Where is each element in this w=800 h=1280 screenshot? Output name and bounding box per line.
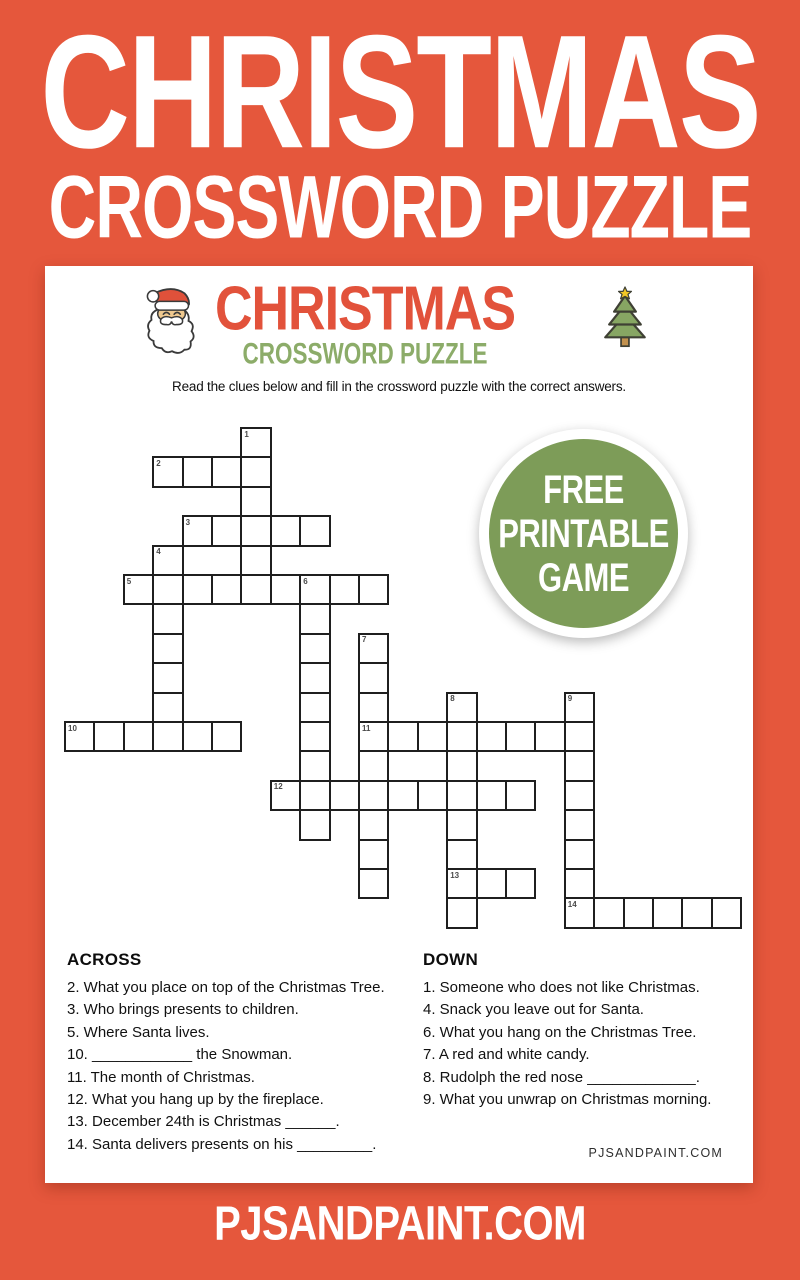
grid-cell[interactable] — [299, 750, 330, 781]
grid-cell[interactable] — [240, 545, 271, 576]
grid-cell[interactable] — [270, 515, 301, 546]
grid-cell[interactable] — [387, 780, 418, 811]
grid-cell[interactable] — [417, 780, 448, 811]
grid-cell[interactable] — [299, 692, 330, 723]
grid-cell[interactable] — [505, 868, 536, 899]
grid-cell[interactable] — [182, 721, 213, 752]
card-title: CHRISTMAS — [214, 274, 516, 344]
clue-item: 8. Rudolph the red nose _____________. — [423, 1068, 700, 1086]
grid-cell[interactable] — [299, 809, 330, 840]
grid-cell[interactable] — [93, 721, 124, 752]
grid-cell[interactable] — [358, 721, 389, 752]
clue-item: 3. Who brings presents to children. — [67, 1001, 299, 1019]
grid-cell[interactable] — [476, 780, 507, 811]
down-list — [423, 977, 735, 1111]
cell-number: 8 — [450, 694, 455, 704]
badge-line-2: PRINTABLE — [498, 510, 669, 556]
cell-number: 5 — [126, 576, 132, 586]
santa-icon — [143, 286, 197, 362]
grid-cell[interactable] — [240, 427, 271, 458]
cell-number: 12 — [273, 782, 283, 792]
grid-cell[interactable] — [152, 633, 183, 664]
grid-cell[interactable] — [564, 868, 595, 899]
grid-cell[interactable] — [240, 486, 271, 517]
badge-circle — [489, 439, 678, 628]
clue-item: 6. What you hang on the Christmas Tree. — [423, 1023, 697, 1041]
grid-cell[interactable] — [358, 809, 389, 840]
watermark-text: PJSANDPAINT.COM — [588, 1146, 723, 1160]
grid-cell[interactable] — [182, 456, 213, 487]
grid-cell[interactable] — [211, 721, 242, 752]
clue-item: 14. Santa delivers presents on his _________. — [67, 1135, 377, 1153]
grid-cell[interactable] — [358, 574, 389, 605]
grid-cell[interactable] — [270, 780, 301, 811]
grid-cell[interactable] — [446, 780, 477, 811]
cell-number: 9 — [567, 694, 573, 704]
across-section — [67, 950, 419, 1156]
grid-cell[interactable] — [358, 780, 389, 811]
grid-cell[interactable] — [299, 721, 330, 752]
cell-number: 4 — [156, 547, 161, 557]
clue-item: 10. ____________ the Snowman. — [67, 1046, 293, 1064]
grid-cell[interactable] — [564, 897, 595, 928]
grid-cell[interactable] — [123, 574, 154, 605]
grid-cell[interactable] — [564, 750, 595, 781]
grid-cell[interactable] — [299, 662, 330, 693]
across-header: ACROSS — [67, 950, 142, 969]
grid-cell[interactable] — [329, 780, 360, 811]
christmas-tree-icon — [601, 286, 649, 360]
grid-cell[interactable] — [211, 515, 242, 546]
grid-cell[interactable] — [564, 692, 595, 723]
clue-item: 13. December 24th is Christmas ______. — [67, 1113, 340, 1131]
clue-item: 12. What you hang up by the fireplace. — [67, 1091, 324, 1109]
grid-cell[interactable] — [64, 721, 95, 752]
grid-cell[interactable] — [358, 868, 389, 899]
grid-cell[interactable] — [299, 633, 330, 664]
grid-cell[interactable] — [152, 692, 183, 723]
grid-cell[interactable] — [711, 897, 742, 928]
grid-cell[interactable] — [358, 692, 389, 723]
badge-line-3: GAME — [538, 554, 629, 600]
down-header: DOWN — [423, 950, 479, 969]
cell-number: 10 — [68, 723, 77, 733]
grid-cell[interactable] — [387, 721, 418, 752]
clue-item: 5. Where Santa lives. — [67, 1023, 210, 1041]
grid-cell[interactable] — [446, 868, 477, 899]
clue-item: 9. What you unwrap on Christmas morning. — [423, 1091, 712, 1109]
grid-cell[interactable] — [476, 721, 507, 752]
instruction-text: Read the clues below and fill in the crossword puzzle with the correct answers. — [172, 379, 626, 394]
clue-item: 2. What you place on top of the Christmas Tree. — [67, 979, 385, 996]
clue-item: 4. Snack you leave out for Santa. — [423, 1001, 644, 1019]
grid-cell[interactable] — [652, 897, 683, 928]
badge-text — [498, 467, 669, 600]
page-title-line1: CHRISTMAS — [40, 2, 760, 183]
grid-cell[interactable] — [446, 809, 477, 840]
clue-item: 11. The month of Christmas. — [67, 1068, 255, 1086]
grid-cell[interactable] — [505, 780, 536, 811]
grid-cell[interactable] — [240, 574, 271, 605]
free-printable-badge — [479, 429, 688, 638]
grid-cell[interactable] — [299, 603, 330, 634]
grid-cell[interactable] — [152, 603, 183, 634]
cell-number: 13 — [450, 870, 460, 880]
grid-cell[interactable] — [446, 692, 477, 723]
grid-cell[interactable] — [182, 515, 213, 546]
footer-site-text: PJSANDPAINT.COM — [214, 1197, 586, 1251]
cell-number: 14 — [567, 899, 577, 909]
grid-cell[interactable] — [152, 662, 183, 693]
down-section — [423, 950, 735, 1111]
grid-cell[interactable] — [417, 721, 448, 752]
grid-cell[interactable] — [240, 456, 271, 487]
cell-number: 2 — [156, 458, 161, 468]
grid-cell[interactable] — [446, 839, 477, 870]
clue-item: 7. A red and white candy. — [423, 1046, 590, 1064]
grid-cell[interactable] — [446, 721, 477, 752]
grid-cell[interactable] — [534, 721, 565, 752]
cell-number: 3 — [185, 517, 191, 527]
grid-cell[interactable] — [505, 721, 536, 752]
grid-cell[interactable] — [593, 897, 624, 928]
grid-cell[interactable] — [240, 515, 271, 546]
grid-cell[interactable] — [152, 721, 183, 752]
cell-number: 7 — [362, 635, 367, 645]
card-subtitle: CROSSWORD PUZZLE — [242, 337, 488, 370]
grid-cell[interactable] — [152, 456, 183, 487]
across-list — [67, 977, 419, 1156]
badge-line-1: FREE — [543, 465, 624, 512]
grid-cell[interactable] — [182, 574, 213, 605]
grid-cell[interactable] — [299, 515, 330, 546]
grid-cell[interactable] — [564, 721, 595, 752]
cell-number: 1 — [244, 429, 249, 439]
grid-cell[interactable] — [211, 456, 242, 487]
cell-number: 11 — [362, 723, 371, 733]
grid-cell[interactable] — [358, 662, 389, 693]
grid-cell[interactable] — [681, 897, 712, 928]
grid-cell[interactable] — [270, 574, 301, 605]
grid-cell[interactable] — [446, 897, 477, 928]
grid-cell[interactable] — [211, 574, 242, 605]
grid-cell[interactable] — [299, 780, 330, 811]
clue-item: 1. Someone who does not like Christmas. — [423, 979, 700, 996]
puzzle-card — [45, 266, 753, 1183]
grid-cell[interactable] — [152, 545, 183, 576]
grid-cell[interactable] — [623, 897, 654, 928]
grid-cell[interactable] — [476, 868, 507, 899]
grid-cell[interactable] — [564, 780, 595, 811]
grid-cell[interactable] — [358, 750, 389, 781]
page-title-line2: CROSSWORD PUZZLE — [48, 156, 752, 257]
grid-cell[interactable] — [329, 574, 360, 605]
grid-cell[interactable] — [564, 809, 595, 840]
grid-cell[interactable] — [358, 633, 389, 664]
grid-cell[interactable] — [358, 839, 389, 870]
grid-cell[interactable] — [123, 721, 154, 752]
cell-number: 6 — [303, 576, 308, 586]
grid-cell[interactable] — [299, 574, 330, 605]
grid-cell[interactable] — [152, 574, 183, 605]
grid-cell[interactable] — [564, 839, 595, 870]
grid-cell[interactable] — [446, 750, 477, 781]
